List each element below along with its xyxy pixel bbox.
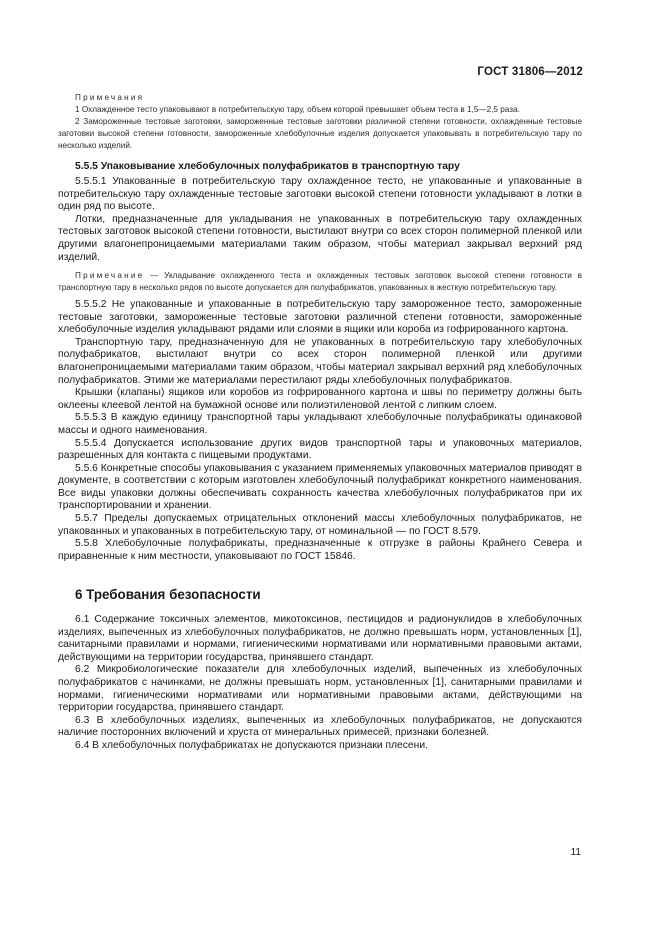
notes-title: Примечания [75,93,145,102]
paragraph: 5.5.5.3 В каждую единицу транспортной тары укладывают хлебобулочные полуфабрикаты одинаковой массы и одного наименования. [58,412,582,436]
paragraph: 6.2 Микробиологические показатели для хлебобулочных изделий, выпеченных из хлебобулочных полуфабрикатов с начинками, не должны превышать норм, установленных [1], санитарными правилами и нормами, гигиеническими нормативами или нормативными правовыми актами, действующими на территории государства, принявшего стандарт. [58,664,582,714]
notes-block [58,92,582,152]
section-heading-6: 6 Требования безопасности [75,587,261,603]
note-label: Примечание [75,271,145,281]
note-text: — Укладывание охлажденного теста и охлажденных тестовых заготовок высокой степени готовности в транспортную тару в несколько рядов по высоте допускается для полуфабрикатов, упакованных в жесткую потребительскую тару. [58,271,582,292]
section-6 [58,589,582,752]
paragraph: Лотки, предназначенные для укладывания не упакованных в потребительскую тару охлажденных тестовых заготовок высокой степени готовности, выстилают внутри со всех сторон полимерной пленкой или другими влагонепроницаемыми материалами таким образом, чтобы материал закрывал верхний ряд изделий. [58,213,582,263]
paragraph: Крышки (клапаны) ящиков или коробов из гофрированного картона и швы по периметру должны быть оклеены клеевой лентой на бумажной основе или полиэтиленовой лентой с липким слоем. [58,387,582,411]
page-content [58,92,582,753]
paragraph: 5.5.5.2 Не упакованные и упакованные в потребительскую тару замороженное тесто, замороженные тестовые заготовки, замороженные тестовые заготовки различной степени готовности, замороженные хлебобулочные изделия укладывают рядами или слоями в ящики или короба из гофрированного картона. [58,298,582,336]
page-number: 11 [570,847,581,858]
paragraph: 5.5.5.4 Допускается использование других видов транспортной тары и упаковочных материалов, разрешенных для контакта с пищевыми продуктами. [58,437,582,462]
paragraph: 5.5.8 Хлебобулочные полуфабрикаты, предназначенные к отгрузке в районы Крайнего Севера и приравненные к ним местности, упаковывают по ГОСТ 15846. [58,538,582,562]
note-inline [58,270,582,293]
section-5-5-5 [58,160,582,563]
paragraph: Транспортную тару, предназначенную для не упакованных в потребительскую тару хлебобулочных полуфабрикатов, выстилают внутри со всех сторон полимерной пленкой или другими влагонепроницаемыми материалами таким образом, чтобы материал закрывал верхний ряд хлебобулочных полуфабрикатов. Этими же материалами перестилают ряды хлебобулочных полуфабрикатов. [58,336,582,386]
paragraph: 5.5.6 Конкретные способы упаковывания с указанием применяемых упаковочных материалов приводят в документе, в соответствии с которым изготовлен хлебобулочный полуфабрикат конкретного наименования. Все виды упаковки должны обеспечивать сохранность качества хлебобулочных полуфабрикатов при их транспортировании и хранении. [58,462,582,512]
paragraph: 5.5.5.1 Упакованные в потребительскую тару охлажденное тесто, не упакованные и упакованные в потребительскую тару охлажденные тестовые заготовки высокой степени готовности укладывают в лотки в один ряд по высоте. [58,176,582,213]
note-item-1: 1 Охлажденное тесто упаковывают в потребительскую тару, объем которой превышает объем теста в 1,5—2,5 раза. [75,105,520,114]
paragraph: 6.1 Содержание токсичных элементов, микотоксинов, пестицидов и радионуклидов в хлебобулочных изделиях, выпеченных из хлебобулочных полуфабрикатов, не должно превышать норм, установленных [1], санитарными правилами и нормами, гигиеническими нормативами или нормативными правовыми актами, действующими на территории государства, принявшего стандарт. [58,614,582,663]
note-item-2: 2 Замороженные тестовые заготовки, замороженные тестовые заготовки различной степени готовности, охлажденные тестовые заготовки высокой степени готовности, замороженные хлебобулочные изделия допускается упаковывать в потребительскую тару по несколько изделий. [58,117,582,150]
paragraph: 6.3 В хлебобулочных изделиях, выпеченных из хлебобулочных полуфабрикатов, не допускаются наличие посторонних включений и хруста от минеральных примесей, признаки болезней. [58,714,582,739]
paragraph: 6.4 В хлебобулочных полуфабрикатах не допускаются признаки плесени. [75,739,428,751]
paragraph: 5.5.7 Пределы допускаемых отрицательных отклонений массы хлебобулочных полуфабрикатов, не упакованных и упакованных в потребительскую тару, от номинальной — по ГОСТ 8.579. [58,513,582,537]
section-heading-5-5-5: 5.5.5 Упаковывание хлебобулочных полуфабрикатов в транспортную тару [75,161,460,172]
document-code-header: ГОСТ 31806—2012 [477,66,583,78]
